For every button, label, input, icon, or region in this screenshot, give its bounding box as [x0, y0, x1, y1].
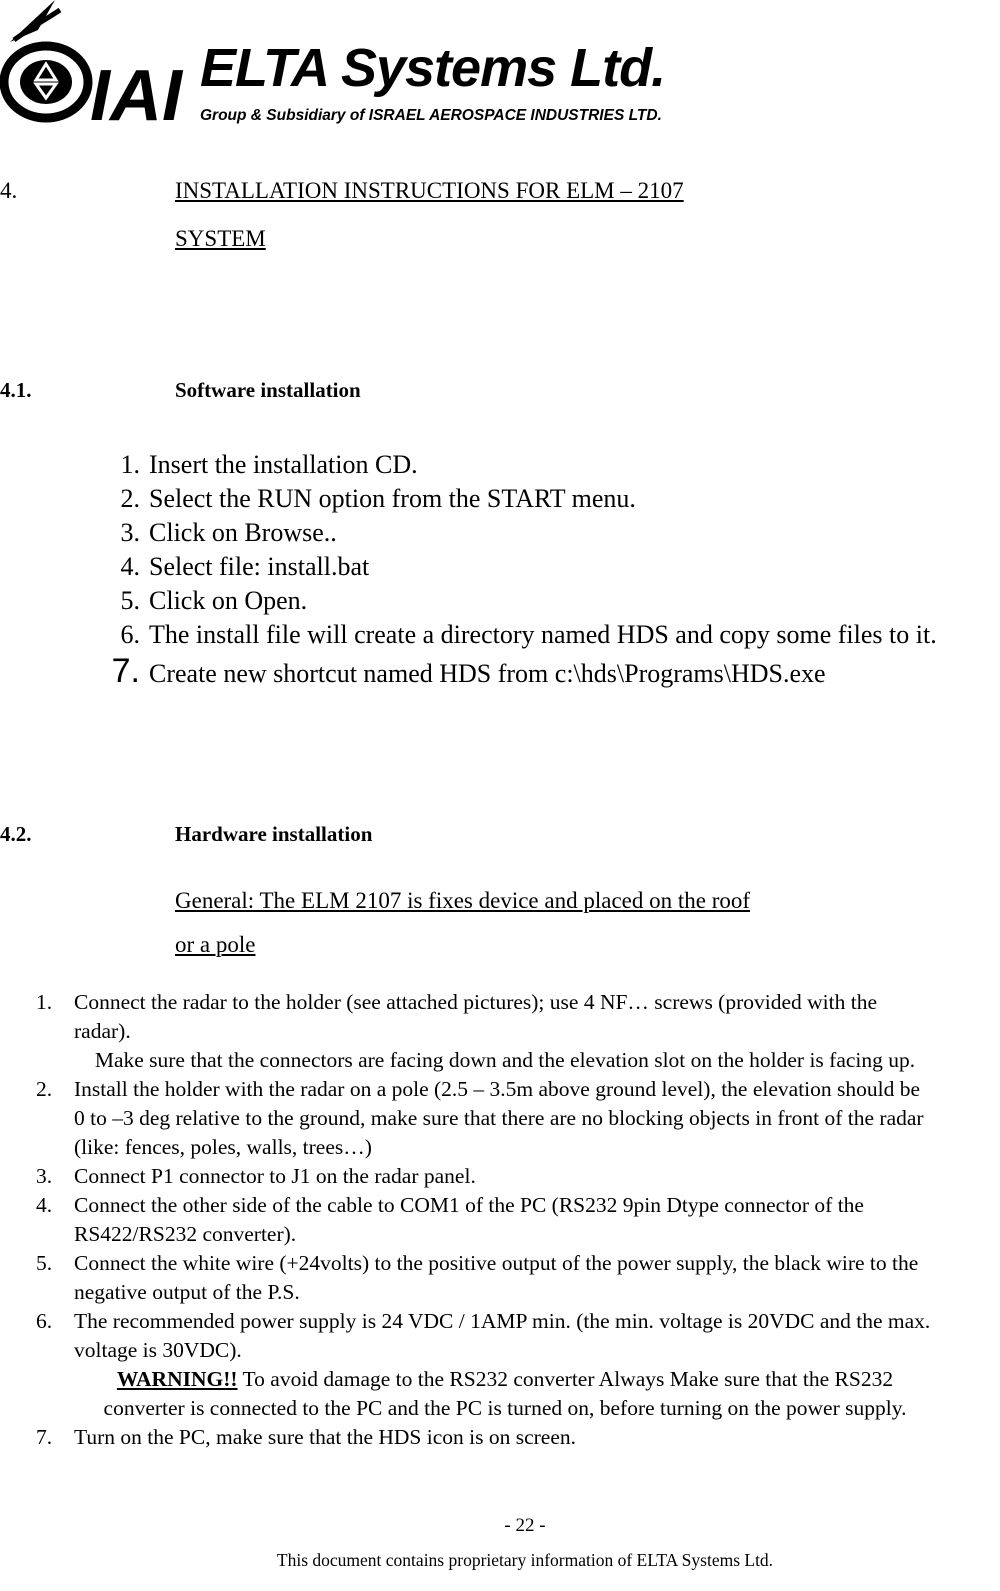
- section-4-title-line1: INSTALLATION INSTRUCTIONS FOR ELM – 2107: [175, 178, 684, 203]
- general-line1: General: The ELM 2107 is fixes device and placed on the roof: [175, 888, 751, 913]
- warning-label: WARNING!!: [116, 1367, 238, 1391]
- warning-note: [36, 1365, 936, 1423]
- brand-title: ELTA Systems Ltd.: [200, 38, 666, 98]
- list-item: 2. Select the RUN option from the START menu.: [120, 484, 636, 513]
- company-logo: [0, 0, 740, 130]
- list-item: 5. Connect the white wire (+24volts) to the positive output of the power supply, the black wire to the negative output of the P.S.: [36, 1251, 919, 1304]
- svg-text:IAI: IAI: [90, 56, 183, 130]
- list-item: 6. The install file will create a directory named HDS and copy some files to it.: [120, 620, 937, 649]
- section-4-number: 4.: [0, 178, 18, 203]
- section-4-2-number: 4.2.: [0, 822, 32, 846]
- list-item: 4. Connect the other side of the cable to COM1 of the PC (RS232 9pin Dtype connector of the RS422/RS232 converter).: [36, 1193, 864, 1246]
- warning-text: To avoid damage to the RS232 converter Always Make sure that the RS232 converter is connected to the PC and the PC is turned on, before turning on the power supply.: [103, 1367, 907, 1420]
- list-item: 1. Insert the installation CD.: [120, 450, 418, 479]
- section-4-1-title: Software installation: [175, 378, 361, 402]
- list-item: 3. Click on Browse..: [120, 518, 337, 547]
- page-number: - 22 -: [504, 1515, 546, 1536]
- list-item: 7. Create new shortcut named HDS from c:\hds\Programs\HDS.exe: [111, 652, 826, 690]
- list-item: 1. Connect the radar to the holder (see attached pictures); use 4 NF… screws (provided with the radar).: [36, 990, 878, 1043]
- general-line2: or a pole: [175, 932, 256, 957]
- list-item: 3. Connect P1 connector to J1 on the radar panel.: [36, 1164, 476, 1188]
- section-4-1-number: 4.1.: [0, 378, 32, 402]
- brand-subtitle: Group & Subsidiary of ISRAEL AEROSPACE INDUSTRIES LTD.: [200, 107, 662, 124]
- step1-note: Make sure that the connectors are facing down and the elevation slot on the holder is facing up.: [94, 1048, 916, 1072]
- iai-emblem-icon: [0, 0, 190, 130]
- hardware-steps-list: [36, 988, 936, 1452]
- proprietary-notice: This document contains proprietary information of ELTA Systems Ltd.: [276, 1550, 774, 1570]
- list-item: 4. Select file: install.bat: [120, 552, 370, 581]
- list-item: 5. Click on Open.: [120, 586, 308, 615]
- list-item: 6. The recommended power supply is 24 VDC / 1AMP min. (the min. voltage is 20VDC and the max. voltage is 30VDC).: [36, 1309, 931, 1362]
- list-item: 7. Turn on the PC, make sure that the HDS icon is on screen.: [36, 1425, 577, 1449]
- section-4-title-line2: SYSTEM: [175, 226, 266, 251]
- list-item: 2. Install the holder with the radar on a pole (2.5 – 3.5m above ground level), the elevation should be 0 to –3 deg relative to the ground, make sure that there are no blocking objects in front of the radar (like: fences, poles, walls, trees…): [36, 1077, 924, 1159]
- section-4-2-title: Hardware installation: [175, 822, 373, 846]
- software-steps-list: [108, 448, 998, 694]
